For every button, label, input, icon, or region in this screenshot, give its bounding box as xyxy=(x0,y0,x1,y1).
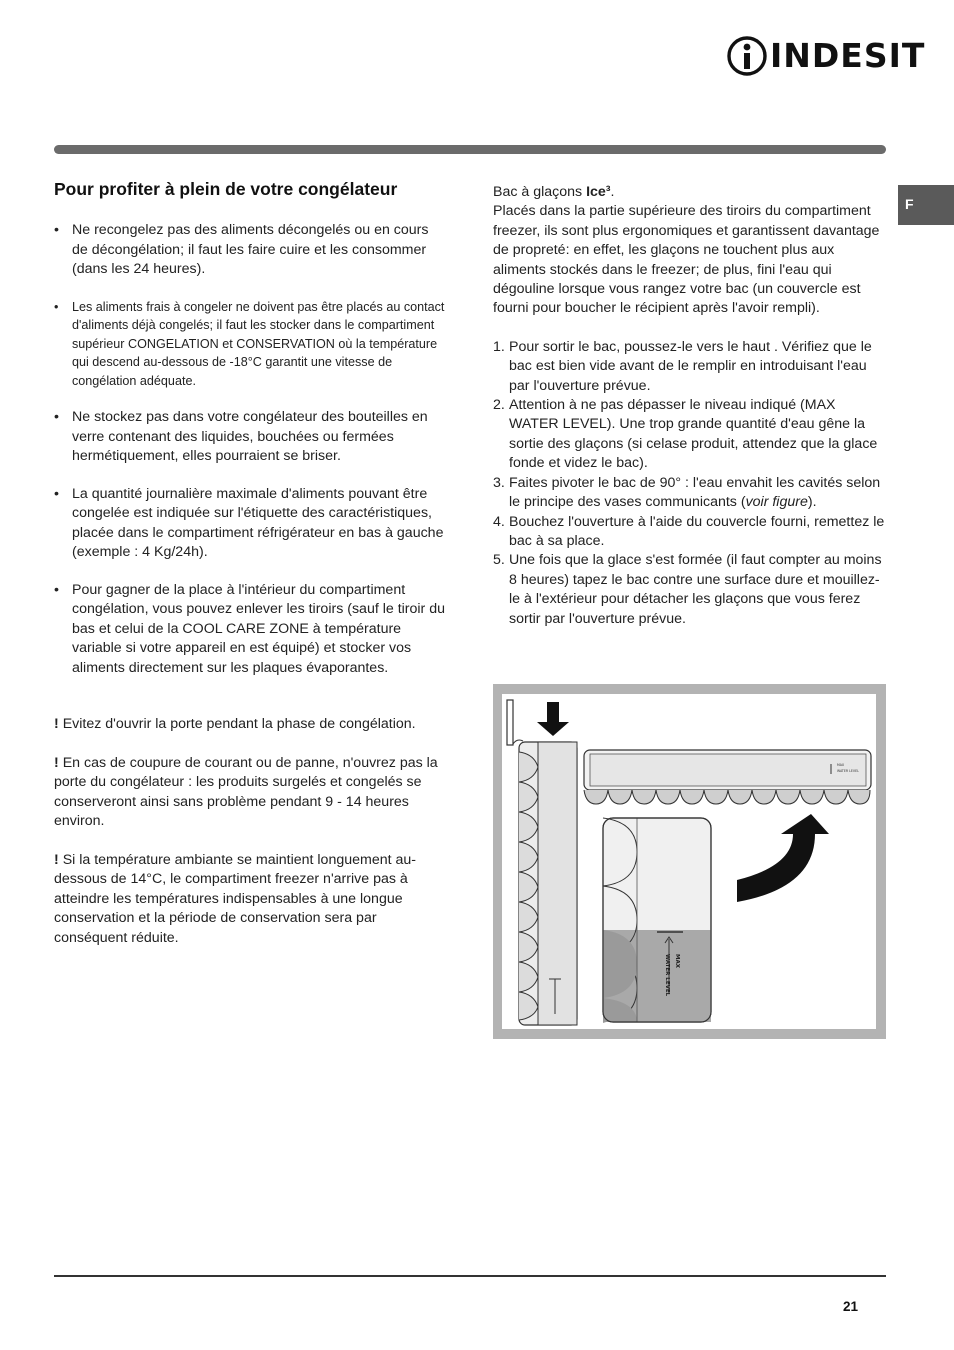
header-rule xyxy=(54,145,886,154)
list-item xyxy=(54,221,446,280)
brand-logo xyxy=(726,34,926,78)
step-item: 3. Faites pivoter le bac de 90° : l'eau envahit les cavités selon le principe des vases communicants (voir figure). xyxy=(493,474,881,511)
bullet-icon: • xyxy=(54,299,59,314)
ice-tray-figure xyxy=(493,684,886,1039)
bullet-text: Pour gagner de la place à l'intérieur du compartiment congélation, vous pouvez enlever les tiroirs (sauf le tiroir du bas et celui de la COOL CARE ZONE à température variable si votre appareil en est équipé) et stocker vos aliments directement sur les plaques évaporantes. xyxy=(72,581,446,676)
tray-water-level-label: WATER LEVEL xyxy=(837,769,859,773)
filled-tray-icon xyxy=(603,818,711,1022)
step-item: 5. Une fois que la glace s'est formée (il faut compter au moins 8 heures) tapez le bac contre une surface dure et mouillez-le à l'extérieur pour détacher les glaçons que vous ferez sortir par l'ouverture prévue. xyxy=(493,552,882,627)
indesit-logo-icon xyxy=(726,34,768,78)
list-item xyxy=(54,581,446,679)
list-item xyxy=(54,298,446,391)
warning-text: Evitez d'ouvrir la porte pendant la phase de congélation. xyxy=(62,716,416,732)
bullet-icon: • xyxy=(54,581,59,598)
water-level-label: WATER LEVEL xyxy=(664,954,670,997)
bullet-text: Ne stockez pas dans votre congélateur des bouteilles en verre contenant des liquides, bouchées ou fermées hermétiquement, elles pourraient se briser. xyxy=(72,409,428,464)
right-column xyxy=(493,183,888,629)
bullet-text: Ne recongelez pas des aliments décongelés ou en cours de décongélation; il faut les faire cuire et les consommer (dans les 24 heures). xyxy=(72,222,429,277)
warning-text: En cas de coupure de courant ou de panne, n'ouvrez pas la porte du congélateur : les produits surgelés et congelés se conserveront ainsi sans problème pendant 9 - 14 heures environ. xyxy=(54,754,438,829)
bullet-text: La quantité journalière maximale d'aliments pouvant être congelée est indiquée sur l'étiquette des caractéristiques, placée dans le compartiment réfrigérateur en bas à gauche (exemple : 4 Kg/24h). xyxy=(72,485,444,560)
tray-max-label: MAX xyxy=(837,763,845,767)
max-label: MAX xyxy=(674,954,680,968)
section-heading: Pour profiter à plein de votre congélateur xyxy=(54,179,398,199)
steps-list xyxy=(493,338,888,629)
warning-note xyxy=(54,754,446,832)
brand-name: INDESIT xyxy=(770,36,926,75)
warning-mark: ! xyxy=(54,754,59,771)
warning-note xyxy=(54,715,446,735)
bullet-text: Les aliments frais à congeler ne doivent pas être placés au contact d'aliments déjà congelés; il faut les stocker dans le compartiment supérieur CONGELATION et CONSERVATION où la température qui descend au-dessous de -18°C garantit une vitesse de congélation adéquate. xyxy=(72,299,445,388)
left-column xyxy=(54,221,446,967)
list-item xyxy=(54,485,446,563)
step-item: 2. Attention à ne pas dépasser le niveau indiqué (MAX WATER LEVEL). Une trop grande quantité d'eau gêne la sortie des glaçons (si celase produit, attendez que la glace fonde et videz le bac). xyxy=(493,397,878,472)
bullet-icon: • xyxy=(54,485,59,502)
warning-mark: ! xyxy=(54,851,59,868)
page-number: 21 xyxy=(843,1299,859,1314)
tips-list xyxy=(54,221,446,678)
warning-note xyxy=(54,851,446,949)
ice-brand: Ice³ xyxy=(586,184,611,200)
bullet-icon: • xyxy=(54,409,59,425)
warning-mark: ! xyxy=(54,716,59,732)
language-tab: F xyxy=(898,185,954,225)
list-item xyxy=(54,408,446,467)
ice-tray-intro: Bac à glaçons Ice³. xyxy=(493,184,615,200)
bullet-icon: • xyxy=(54,222,59,238)
step-item: 4. Bouchez l'ouverture à l'aide du couvercle fourni, remettez le bac à sa place. xyxy=(493,513,885,549)
footer-rule xyxy=(54,1275,886,1277)
ice-tray-illustration xyxy=(493,684,886,1039)
step-item: 1. Pour sortir le bac, poussez-le vers le haut . Vérifiez que le bac est bien vide avant de le remplir en introduisant l'eau par l'ouverture prévue. xyxy=(493,338,872,394)
ice-tray-description: Placés dans la partie supérieure des tiroirs du compartiment freezer, ils sont plus ergonomiques et garantissent davantage de propreté: en effet, les glaçons ne touchent plus aux aliments stockés dans le freezer; de plus, fini l'eau qui dégouline lorsque vous rangez votre bac (un couvercle est fourni pour boucher le récipient après l'avoir rempli). xyxy=(493,203,880,317)
warning-text: Si la température ambiante se maintient longuement au-dessous de 14°C, le compartiment freezer n'arrive pas à atteindre les températures indispensables à une longue conservation et la période de conservation sera par conséquent réduite. xyxy=(54,851,416,946)
